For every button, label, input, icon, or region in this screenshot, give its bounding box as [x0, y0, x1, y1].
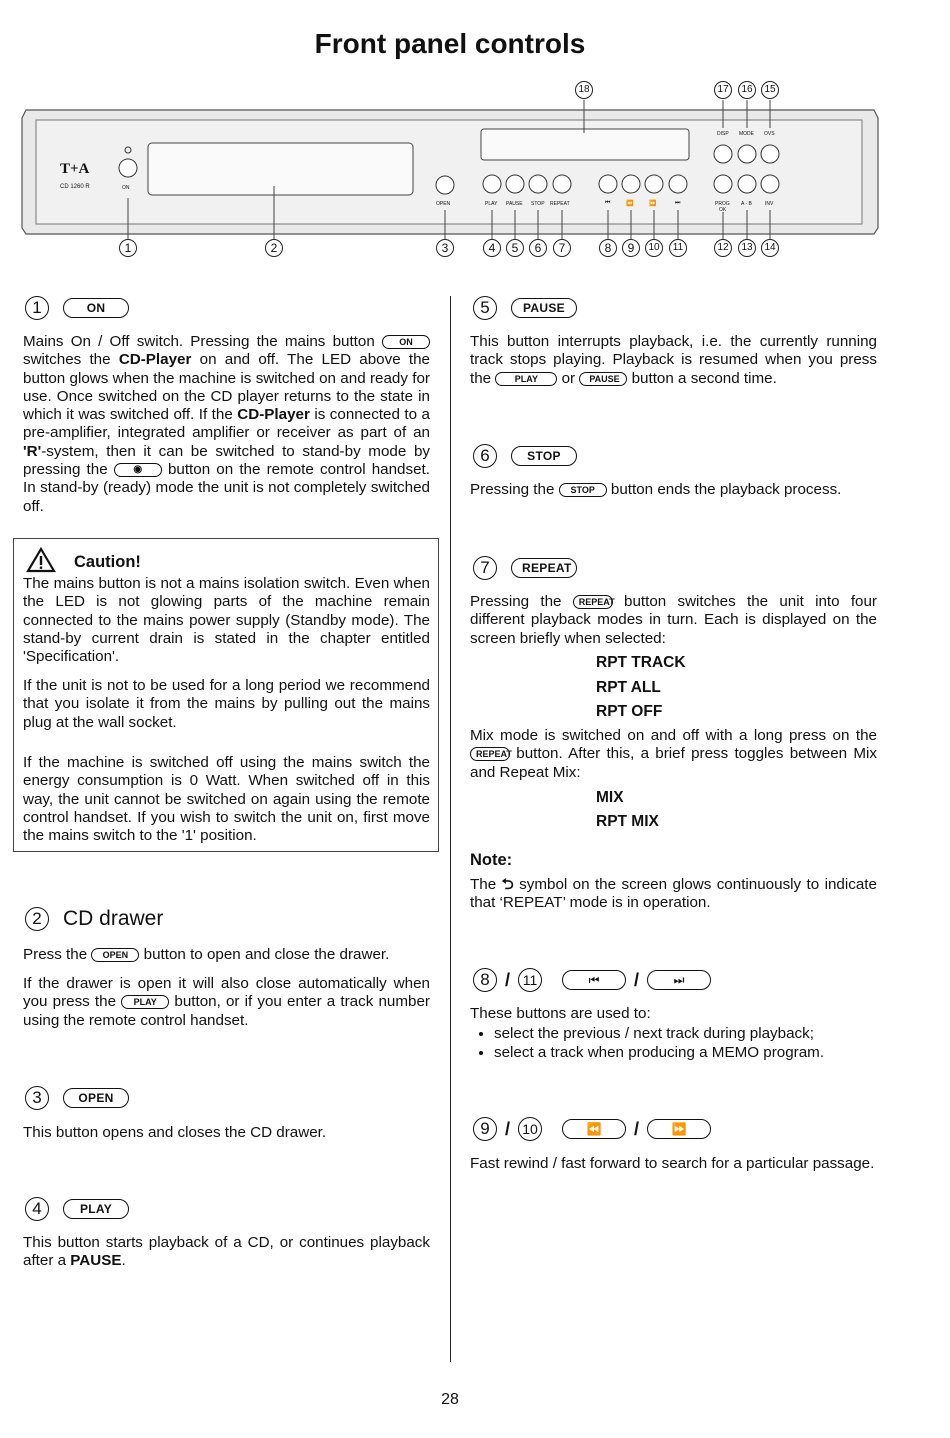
panel-skip-fwd-label: ⏭	[675, 200, 681, 206]
repeat-button-symbol: REPEAT	[511, 558, 577, 578]
caution-box	[13, 538, 439, 852]
play-inline-symbol: PLAY	[495, 372, 557, 386]
note-text: The ⮌ symbol on the screen glows continuously to indicate that ‘REPEAT’ mode is in operation.	[470, 876, 877, 912]
panel-disp-label: DISP	[717, 131, 729, 137]
list-item: • select the previous / next track during playback;	[494, 1024, 901, 1043]
caution-paragraph-3: If the machine is switched off using the mains switch the energy consumption is 0 Watt. When switched off in this way, the unit cannot be switched on again using the remote control handset. If you wish to switch the unit on, first move the mains switch to the '1' position.	[23, 754, 430, 845]
callout-7: 7	[553, 239, 571, 257]
panel-ab-label: A - B	[741, 201, 752, 207]
section-number: 6	[473, 444, 497, 468]
section-2-text-1: Press the OPEN button to open and close the drawer.	[23, 946, 390, 963]
section-5-header	[473, 296, 577, 320]
callout-5: 5	[506, 239, 524, 257]
section-9-10-header	[473, 1117, 711, 1141]
callout-12: 12	[714, 239, 732, 257]
slash: /	[505, 1118, 511, 1139]
skip-forward-button-icon: ⏭	[647, 970, 711, 990]
panel-open-label: OPEN	[436, 201, 451, 207]
callout-16: 16	[738, 81, 756, 99]
repeat-mode-2: RPT ALL	[596, 679, 661, 696]
stop-button-symbol: STOP	[511, 446, 577, 466]
section-2-text-2: If the drawer is open it will also close automatically when you press the PLAY button, or if you enter a track number using the remote control handset.	[23, 975, 430, 1029]
pause-inline-symbol: PAUSE	[579, 372, 627, 386]
callout-15: 15	[761, 81, 779, 99]
section-4-header	[25, 1197, 129, 1221]
panel-model: CD 1260 R	[60, 184, 90, 190]
panel-inv-label: INV	[765, 201, 774, 207]
panel-pause-label: PAUSE	[506, 201, 523, 207]
callout-6: 6	[529, 239, 547, 257]
section-number: 7	[473, 556, 497, 580]
section-8-intro: These buttons are used to:	[470, 1005, 651, 1022]
callout-13: 13	[738, 239, 756, 257]
callout-1: 1	[119, 239, 137, 257]
callout-8: 8	[599, 239, 617, 257]
mix-mode-2: RPT MIX	[596, 813, 659, 830]
callout-10: 10	[645, 239, 663, 257]
section-1-header	[25, 296, 129, 320]
section-2-header	[25, 907, 163, 931]
section-number-9: 9	[473, 1117, 497, 1141]
callout-4: 4	[483, 239, 501, 257]
section-number: 1	[25, 296, 49, 320]
callout-9: 9	[622, 239, 640, 257]
repeat-mode-3: RPT OFF	[596, 703, 663, 720]
repeat-inline-symbol: REPEAT	[470, 747, 510, 761]
caution-heading: Caution!	[74, 553, 141, 571]
on-inline-symbol: ON	[382, 335, 430, 349]
callout-11: 11	[669, 239, 687, 257]
panel-mode-label: MODE	[739, 131, 754, 137]
section-3-text: This button opens and closes the CD drawer.	[23, 1124, 327, 1141]
section-number: 4	[25, 1197, 49, 1221]
section-number: 5	[473, 296, 497, 320]
panel-forward-label: ⏩	[649, 201, 657, 207]
skip-back-button-icon: ⏮	[562, 970, 626, 990]
section-number: 2	[25, 907, 49, 931]
front-panel-drawing	[20, 78, 880, 263]
repeat-symbol-icon: ⮌	[501, 876, 514, 893]
open-button-symbol: OPEN	[63, 1088, 129, 1108]
play-button-symbol: PLAY	[63, 1199, 129, 1219]
list-item: • select a track when producing a MEMO program.	[494, 1043, 901, 1062]
section-number: 3	[25, 1086, 49, 1110]
section-8-11-header	[473, 968, 711, 992]
mix-mode-1: MIX	[596, 789, 624, 806]
panel-stop-label: STOP	[531, 201, 545, 207]
repeat-inline-symbol: REPEAT	[573, 595, 613, 609]
section-6-text: Pressing the STOP button ends the playback process.	[470, 481, 842, 498]
pause-button-symbol: PAUSE	[511, 298, 577, 318]
warning-icon	[26, 547, 56, 578]
section-7-text-1: Pressing the REPEAT button switches the unit into four different playback modes in turn. Each is displayed on the screen briefly when selected:	[470, 593, 877, 647]
section-9-text: Fast rewind / fast forward to search for a particular passage.	[470, 1155, 875, 1172]
panel-repeat-label: REPEAT	[550, 201, 570, 207]
callout-3: 3	[436, 239, 454, 257]
caution-paragraph-2: If the unit is not to be used for a long period we recommend that you isolate it from the mains by pulling out the mains plug at the wall socket.	[23, 677, 430, 731]
panel-brand: T+A	[60, 161, 90, 177]
section-number-8: 8	[473, 968, 497, 992]
section-3-header	[25, 1086, 129, 1110]
section-number-10: 10	[518, 1117, 542, 1141]
slash: /	[505, 969, 511, 990]
front-panel-illustration	[20, 78, 880, 263]
section-7-text-2: Mix mode is switched on and off with a long press on the REPEAT button. After this, a brief press toggles between Mix and Repeat Mix:	[470, 727, 877, 781]
slash: /	[634, 969, 640, 990]
panel-skip-back-label: ⏮	[605, 200, 611, 206]
play-inline-symbol: PLAY	[121, 995, 169, 1009]
section-6-header	[473, 444, 577, 468]
section-1-text: Mains On / Off switch. Pressing the mains button ON switches the CD-Player on and off. The LED above the button glows when the machine is switched on and ready for use. Once switched on the CD player returns to the state in which it was switched off. If the CD-Player is connected to a pre-amplifier, integrated amplifier or receiver as part of an 'R'-system, then it can be switched to stand-by mode by pressing the ◉ button on the remote control handset. In stand-by (ready) mode the unit is not completely switched off.	[23, 333, 430, 515]
callout-18: 18	[575, 81, 593, 99]
section-7-header	[473, 556, 577, 580]
standby-button-symbol: ◉	[114, 463, 162, 477]
fast-forward-button-icon: ⏩	[647, 1119, 711, 1139]
section-heading: CD drawer	[63, 907, 164, 930]
open-inline-symbol: OPEN	[91, 948, 139, 962]
callout-17: 17	[714, 81, 732, 99]
panel-on-label: ON	[122, 185, 130, 191]
panel-prog-label: PROG	[715, 201, 730, 207]
page-title: Front panel controls	[314, 28, 586, 59]
panel-ok-label: OK	[719, 207, 727, 213]
section-4-text: This button starts playback of a CD, or continues playback after a PAUSE.	[23, 1234, 430, 1270]
on-button-symbol: ON	[63, 298, 129, 318]
repeat-mode-1: RPT TRACK	[596, 654, 686, 671]
stop-inline-symbol: STOP	[559, 483, 607, 497]
rewind-button-icon: ⏪	[562, 1119, 626, 1139]
section-5-text: This button interrupts playback, i.e. the currently running track stops playing. Playback is resumed when you press the PLAY or PAUSE button a second time.	[470, 333, 877, 387]
column-divider	[450, 296, 451, 1362]
panel-play-label: PLAY	[485, 201, 498, 207]
note-heading: Note:	[470, 851, 513, 869]
section-number-11: 11	[518, 968, 542, 992]
section-8-list	[470, 1024, 901, 1062]
slash: /	[634, 1118, 640, 1139]
callout-14: 14	[761, 239, 779, 257]
caution-paragraph-1: The mains button is not a mains isolation switch. Even when the LED is not glowing parts of the machine remain connected to the mains power supply (Standby mode). The stand-by current drain is stated in the chapter entitled 'Specification'.	[23, 575, 430, 666]
callout-2: 2	[265, 239, 283, 257]
panel-ovs-label: OVS	[764, 131, 775, 137]
panel-rewind-label: ⏪	[626, 201, 634, 207]
page-number: 28	[441, 1391, 459, 1408]
